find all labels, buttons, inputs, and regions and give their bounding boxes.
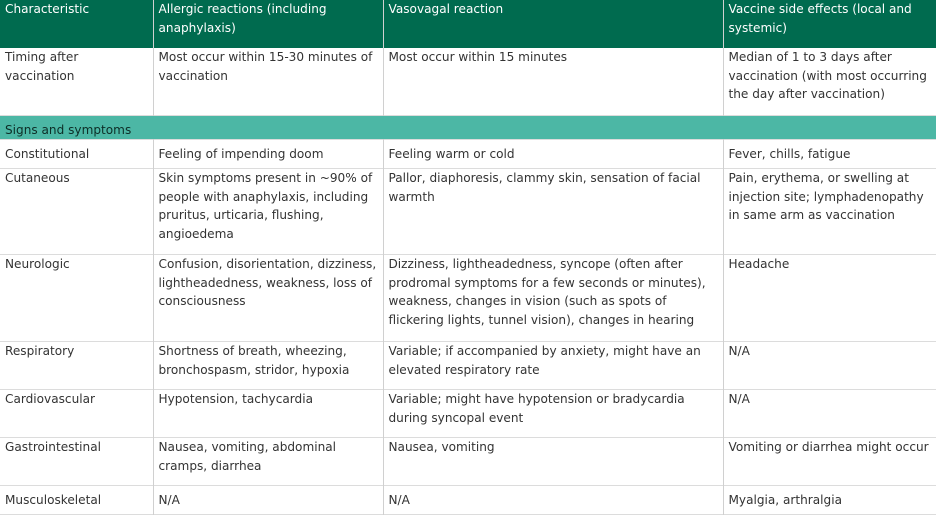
- table-row-cutaneous: [0, 169, 936, 255]
- cell-allergic: Feeling of impending doom: [153, 140, 383, 169]
- table-row-musculoskeletal: [0, 486, 936, 515]
- cell-allergic: N/A: [153, 486, 383, 515]
- cell-side-effects: N/A: [728, 344, 750, 358]
- cell-vasovagal: Pallor, diaphoresis, clammy skin, sensation of facial warmth: [383, 169, 723, 255]
- cell-characteristic: Respiratory: [0, 342, 153, 390]
- cell-side-effects: N/A: [728, 392, 750, 406]
- header-characteristic: Characteristic: [0, 0, 153, 48]
- cell-side-effects: Myalgia, arthralgia: [728, 493, 842, 507]
- cell-allergic: Confusion, disorientation, dizziness, lightheadedness, weakness, loss of consciousness: [153, 255, 383, 342]
- cell-characteristic: Gastrointestinal: [0, 438, 153, 486]
- table-row-timing: [0, 48, 936, 115]
- table-row-gastrointestinal: [0, 438, 936, 486]
- cell-vasovagal: N/A: [383, 486, 723, 515]
- header-vaccine-side-effects: Vaccine side effects (local and systemic): [723, 0, 936, 48]
- cell-side-effects: Vomiting or diarrhea might occur: [728, 440, 929, 454]
- cell-characteristic: Cutaneous: [0, 169, 153, 255]
- cell-allergic: Skin symptoms present in ~90% of people with anaphylaxis, including pruritus, urticaria, flushing, angioedema: [153, 169, 383, 255]
- cell-side-effects: Pain, erythema, or swelling at injection site; lymphadenopathy in same arm as vaccination: [728, 171, 924, 222]
- table-row-constitutional: [0, 140, 936, 169]
- table-row-cardiovascular: [0, 390, 936, 438]
- cell-vasovagal: Variable; if accompanied by anxiety, might have an elevated respiratory rate: [383, 342, 723, 390]
- cell-side-effects: Fever, chills, fatigue: [728, 147, 851, 161]
- cell-characteristic: Musculoskeletal: [0, 486, 153, 515]
- header-vasovagal-reaction: Vasovagal reaction: [383, 0, 723, 48]
- table-row-neurologic: [0, 255, 936, 342]
- header-allergic-reactions: Allergic reactions (including anaphylaxis): [153, 0, 383, 48]
- table-row-respiratory: [0, 342, 936, 390]
- cell-vasovagal: Feeling warm or cold: [383, 140, 723, 169]
- cell-allergic: Hypotension, tachycardia: [153, 390, 383, 438]
- section-row-signs-symptoms: [0, 115, 936, 140]
- cell-characteristic: Timing after vaccination: [0, 48, 153, 115]
- cell-characteristic: Constitutional: [0, 140, 153, 169]
- cell-vasovagal: Nausea, vomiting: [383, 438, 723, 486]
- cell-allergic: Most occur within 15-30 minutes of vaccination: [153, 48, 383, 115]
- cell-characteristic: Cardiovascular: [0, 390, 153, 438]
- cell-allergic: Nausea, vomiting, abdominal cramps, diarrhea: [153, 438, 383, 486]
- cell-vasovagal: Most occur within 15 minutes: [383, 48, 723, 115]
- cell-side-effects: Headache: [728, 257, 790, 271]
- cell-characteristic: Neurologic: [0, 255, 153, 342]
- cell-allergic: Shortness of breath, wheezing, bronchospasm, stridor, hypoxia: [153, 342, 383, 390]
- header-row: [0, 0, 936, 48]
- cell-vasovagal: Variable; might have hypotension or bradycardia during syncopal event: [383, 390, 723, 438]
- cell-side-effects: Median of 1 to 3 days after vaccination (with most occurring the day after vaccination): [728, 50, 927, 101]
- cell-vasovagal: Dizziness, lightheadedness, syncope (often after prodromal symptoms for a few seconds or minutes), weakness, changes in vision (such as spots of flickering lights, tunnel vision), changes in hearing: [383, 255, 723, 342]
- section-label: Signs and symptoms: [0, 115, 936, 140]
